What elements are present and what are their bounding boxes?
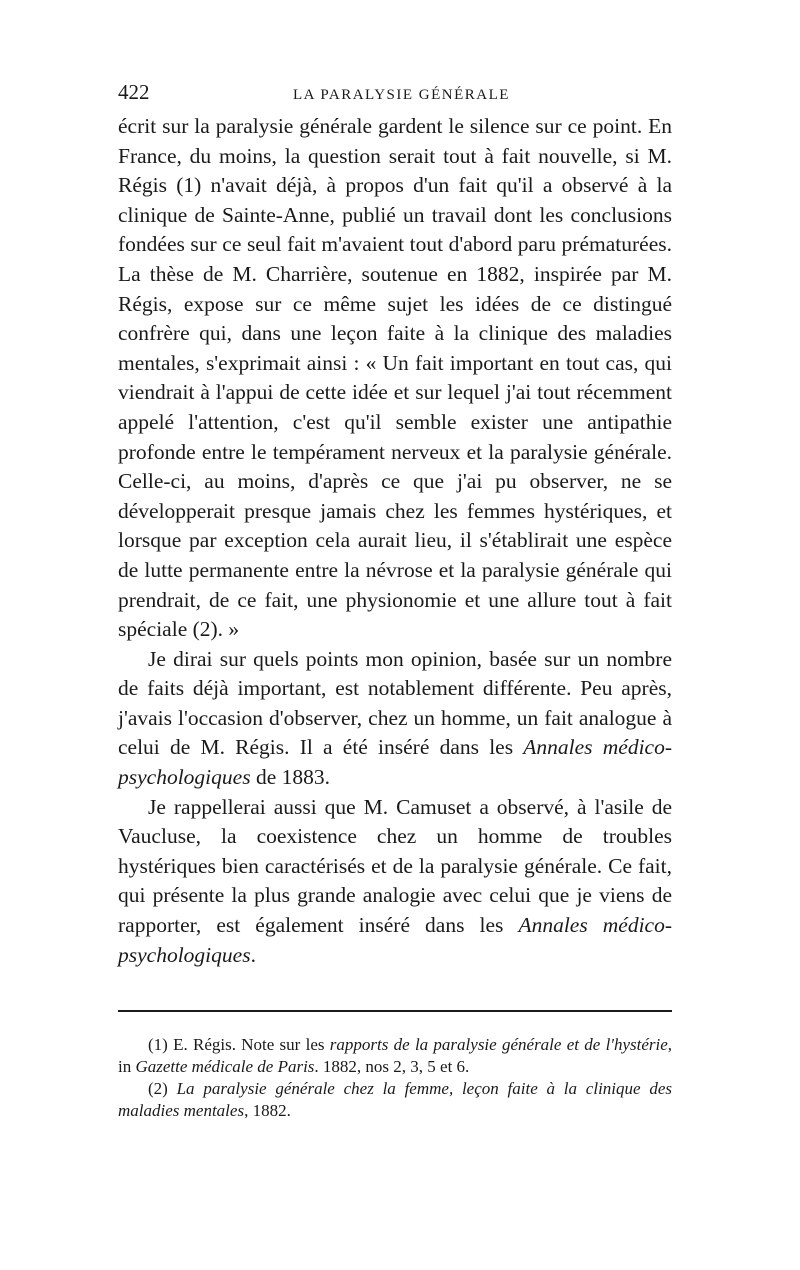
paragraph-2-journal-title: Annales médico-psychologiques [118,735,672,790]
paragraph-3-journal-title: Annales médico-psychologiques [118,913,672,967]
paragraph-2-text-end: de 1883. [250,765,330,790]
paragraph-3 [118,793,672,971]
paragraph-3-text: Je rappellerai aussi que M. Camuset a observé, à l'asile de Vaucluse, la coexistence chez un homme de troubles hystériques bien caractérisés et de la paralysie générale. Ce fait, qui présente la plus grande analogie avec celui que je viens de rapporter, est également inséré dans les [118,794,672,938]
paragraph-1-text: écrit sur la paralysie générale gardent le silence sur ce point. En France, du moins, la question serait tout à fait nouvelle, si M. Régis (1) n'avait déjà, à propos d'un fait qu'il a observé à la clinique de Sainte-Anne, publié un travail dont les conclusions fondées sur ce seul fait m'avaient tout d'abord paru prématurées. La thèse de M. Charrière, soutenue en 1882, inspirée par M. Régis, expose sur ce même sujet les idées de ce distingué confrère qui, dans une leçon faite à la clinique des maladies mentales, s'exprimait ainsi : « Un fait important en tout cas, qui viendrait à l'appui de cette idée et sur lequel j'ai tout récemment appelé l'attention, c'est qu'il semble exister une antipathie profonde entre le tempérament nerveux et la paralysie générale. Celle-ci, au moins, d'après ce que j'ai pu observer, ne se développerait presque jamais chez les femmes hystériques, et lorsque par exception cela aurait lieu, il s'établirait une espèce de lutte permanente entre la névrose et la paralysie générale qui prendrait, de ce fait, une physionomie et une allure tout à fait spéciale (2). » [118,114,672,642]
running-head [118,80,672,110]
footnote-2 [118,1078,672,1122]
running-title: LA PARALYSIE GÉNÉRALE [293,87,510,103]
footnote-1-text-mid: , in [118,1035,673,1077]
paragraph-2 [118,645,672,793]
footnote-2-text-end: , 1882. [244,1101,291,1121]
body-text [118,112,672,970]
footnote-1 [118,1034,672,1078]
footnote-1-article-title: rapports de la paralysie générale et de l'hystérie [329,1035,668,1055]
footnote-2-lecture-title: La paralysie générale chez la femme, leçon faite à la clinique des maladies mentales [118,1079,672,1121]
page-number: 422 [118,80,150,104]
paragraph-1 [118,112,672,645]
paragraph-2-text: Je dirai sur quels points mon opinion, basée sur un nombre de faits déjà important, est notablement différente. Peu après, j'avais l'occasion d'observer, chez un homme, un fait analogue à celui de M. Régis. Il a été inséré dans les [118,646,672,760]
footnotes [118,1034,672,1122]
footnote-1-text: (1) E. Régis. Note sur les [148,1035,330,1055]
footnote-rule [118,1010,672,1012]
paragraph-3-text-end: . [250,942,256,967]
footnote-1-journal-title: Gazette médicale de Paris [135,1057,315,1077]
footnote-2-text: (2) [148,1079,177,1099]
footnote-1-text-end: . 1882, nos 2, 3, 5 et 6. [314,1057,470,1077]
